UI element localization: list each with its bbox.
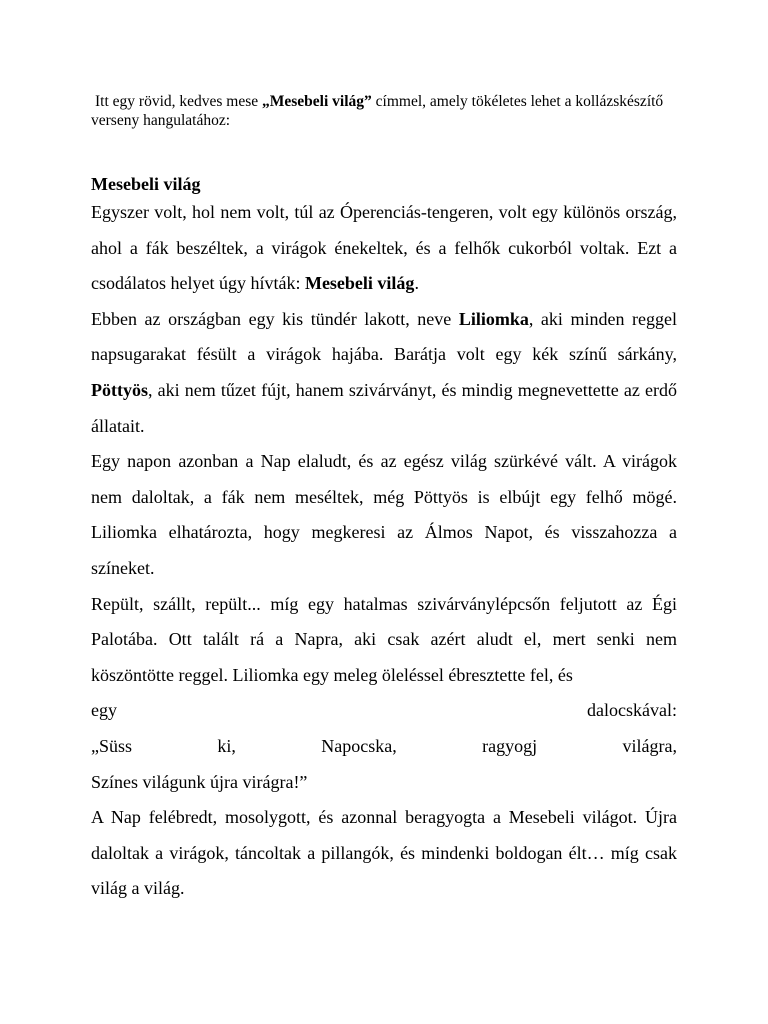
p2-name-liliomka: Liliomka: [458, 308, 529, 329]
intro-paragraph: [91, 92, 681, 130]
intro-text-before: Itt egy rövid, kedves mese: [95, 93, 263, 110]
story-paragraph-3: Egy napon azonban a Nap elaludt, és az egész világ szürkévé vált. A virágok nem daloltak, a fák nem meséltek, még Pöttyös is elbújt egy felhő mögé. Liliomka elhatározta, hogy megkeresi az Álmos Napot, és visszahozza a színeket.: [91, 451, 677, 578]
story-body: [91, 195, 677, 907]
story-paragraph-2: [91, 302, 677, 444]
p1-end: .: [414, 273, 419, 294]
story-paragraph-1: [91, 195, 677, 302]
intro-title-quoted: „Mesebeli világ”: [262, 93, 372, 110]
p1-bold-title: Mesebeli világ: [304, 273, 415, 294]
p2-name-pottyos: Pöttyös: [91, 379, 148, 400]
story-title: Mesebeli világ: [91, 174, 201, 194]
story-paragraph-4-last-line: [91, 693, 677, 729]
story-paragraph-5: A Nap felébredt, mosolygott, és azonnal beragyogta a Mesebeli világot. Újra daloltak a virágok, táncoltak a pillangók, és mindenki boldogan élt… míg csak világ a világ.: [91, 807, 677, 899]
p2-text-a: Ebben az országban egy kis tündér lakott, neve: [91, 308, 459, 329]
p2-text-e: , aki nem tűzet fújt, hanem szivárványt, és mindig megnevettette az erdő állatait.: [91, 379, 677, 436]
story-paragraph-4: Repült, szállt, repült... míg egy hatalmas szivárványlépcsőn feljutott az Égi Palotába. Ott talált rá a Napra, aki csak azért aludt el, mert senki nem köszöntötte reggel. Liliomka egy meleg öleléssel ébresztette fel, és: [91, 593, 677, 685]
p4-word: dalocskával:: [587, 700, 677, 721]
song-word: világra,: [622, 735, 677, 756]
song-word: ragyogj: [482, 735, 538, 756]
song-word: Napocska,: [321, 735, 397, 756]
song-word: ki,: [217, 735, 236, 756]
song-line-2: Színes világunk újra virágra!”: [91, 771, 308, 792]
p1-text: Egyszer volt, hol nem volt, túl az Óperenciás-tengeren, volt egy különös ország, ahol a fák beszéltek, a virágok énekeltek, és a felhők cukorból voltak. Ezt a csodálatos helyet úgy hívták:: [91, 202, 677, 294]
p2-text-c: , aki minden reggel napsugarakat fésült a virágok hajába. Barátja volt egy kék színű sárkány,: [91, 308, 677, 365]
song-word: „Süss: [91, 735, 133, 756]
song-line-1: [91, 729, 677, 765]
p4-word: egy: [91, 700, 117, 721]
intro-text-after: címmel, amely tökéletes lehet a kollázskészítő verseny hangulatához:: [91, 93, 664, 129]
